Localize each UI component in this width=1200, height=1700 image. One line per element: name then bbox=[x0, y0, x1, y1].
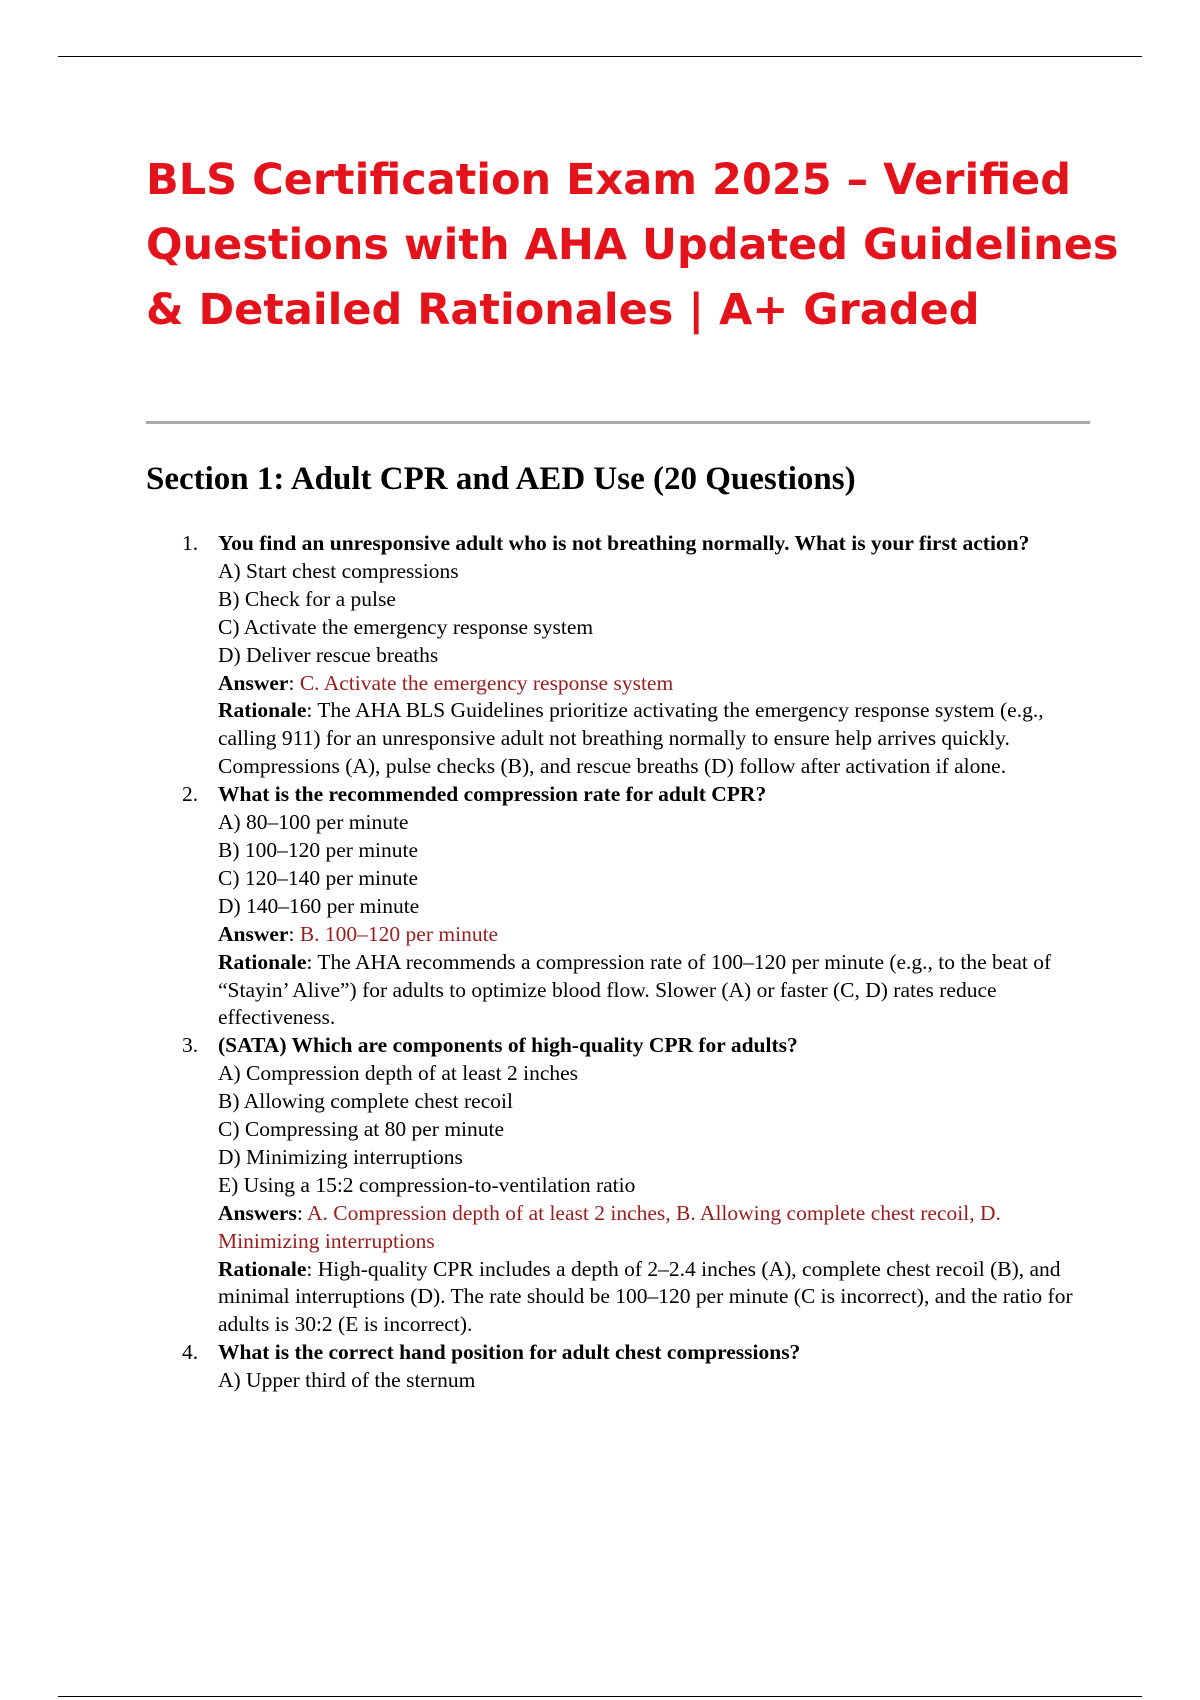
question-text: What is the recommended compression rate for adult CPR? bbox=[218, 782, 767, 807]
correct-answer: A. Compression depth of at least 2 inches, B. Allowing complete chest recoil, D. Minimizing interruptions bbox=[218, 1200, 1001, 1253]
correct-answer: C. Activate the emergency response system bbox=[299, 670, 674, 695]
answer-option: D) Deliver rescue breaths bbox=[218, 642, 439, 667]
title-line: Questions with AHA Updated Guidelines bbox=[146, 220, 1119, 270]
answer-option: B) Allowing complete chest recoil bbox=[218, 1089, 513, 1114]
rationale-text: The AHA BLS Guidelines prioritize activating the emergency response system (e.g., calling 911) for an unresponsive adult not breathing normally to ensure help arrives quickly. Compressions (A), pulse checks (B), and rescue breaths (D) follow after activation if alone. bbox=[218, 698, 1044, 779]
question-text: (SATA) Which are components of high-quality CPR for adults? bbox=[218, 1033, 798, 1058]
label-separator: : bbox=[306, 949, 318, 974]
section-heading: Section 1: Adult CPR and AED Use (20 Questions) bbox=[146, 461, 856, 497]
page-bottom-rule bbox=[58, 1696, 1142, 1697]
title-line: & Detailed Rationales | A+ Graded bbox=[146, 285, 980, 335]
question-list bbox=[0, 530, 1200, 1395]
question-number: 2. bbox=[182, 782, 199, 807]
answer-option: C) Activate the emergency response system bbox=[218, 614, 594, 639]
rationale-label: Rationale bbox=[218, 1256, 307, 1281]
correct-answer: B. 100–120 per minute bbox=[299, 921, 499, 946]
answer-line bbox=[218, 670, 1088, 698]
page-top-rule bbox=[58, 56, 1142, 57]
title-divider bbox=[146, 421, 1090, 424]
label-separator: : bbox=[288, 921, 300, 946]
answer-option: A) Start chest compressions bbox=[218, 558, 459, 583]
label-separator: : bbox=[306, 698, 318, 723]
answer-option: B) Check for a pulse bbox=[218, 586, 396, 611]
answer-option: B) 100–120 per minute bbox=[218, 837, 419, 862]
answer-line bbox=[218, 1200, 1088, 1256]
question-item bbox=[0, 1032, 1200, 1339]
rationale-text: The AHA recommends a compression rate of 100–120 per minute (e.g., to the beat of “Stayin’ Alive”) for adults to optimize blood flow. Slower (A) or faster (C, D) rates reduce effectiveness. bbox=[218, 949, 1052, 1030]
label-separator: : bbox=[306, 1256, 318, 1281]
answer-option: E) Using a 15:2 compression-to-ventilation ratio bbox=[218, 1172, 636, 1197]
question-text: What is the correct hand position for adult chest compressions? bbox=[218, 1340, 801, 1365]
answers-label: Answers bbox=[218, 1200, 297, 1225]
answer-option: C) Compressing at 80 per minute bbox=[218, 1117, 505, 1142]
rationale-label: Rationale bbox=[218, 698, 307, 723]
answer-option: C) 120–140 per minute bbox=[218, 865, 419, 890]
answer-label: Answer bbox=[218, 921, 289, 946]
document-title bbox=[146, 148, 1146, 343]
answer-line bbox=[218, 921, 1088, 949]
question-item bbox=[0, 530, 1200, 781]
rationale-text: High-quality CPR includes a depth of 2–2.4 inches (A), complete chest recoil (B), and minimal interruptions (D). The rate should be 100–120 per minute (C is incorrect), and the ratio for adults is 30:2 (E is incorrect). bbox=[218, 1256, 1073, 1337]
label-separator: : bbox=[296, 1200, 308, 1225]
answer-option: A) Compression depth of at least 2 inches bbox=[218, 1061, 579, 1086]
answer-option: A) Upper third of the sternum bbox=[218, 1368, 476, 1393]
rationale-label: Rationale bbox=[218, 949, 307, 974]
question-number: 4. bbox=[182, 1340, 199, 1365]
title-line: BLS Certification Exam 2025 – Verified bbox=[146, 155, 1072, 205]
answer-option: A) 80–100 per minute bbox=[218, 810, 409, 835]
question-number: 3. bbox=[182, 1033, 199, 1058]
rationale-line bbox=[218, 697, 1088, 781]
answer-label: Answer bbox=[218, 670, 289, 695]
question-item bbox=[0, 781, 1200, 1032]
question-item bbox=[0, 1339, 1200, 1395]
answer-option: D) 140–160 per minute bbox=[218, 893, 420, 918]
rationale-line bbox=[218, 949, 1088, 1033]
rationale-line bbox=[218, 1256, 1088, 1340]
question-text: You find an unresponsive adult who is not breathing normally. What is your first action? bbox=[218, 531, 1030, 555]
label-separator: : bbox=[288, 670, 300, 695]
answer-option: D) Minimizing interruptions bbox=[218, 1144, 463, 1169]
question-number: 1. bbox=[182, 531, 199, 555]
